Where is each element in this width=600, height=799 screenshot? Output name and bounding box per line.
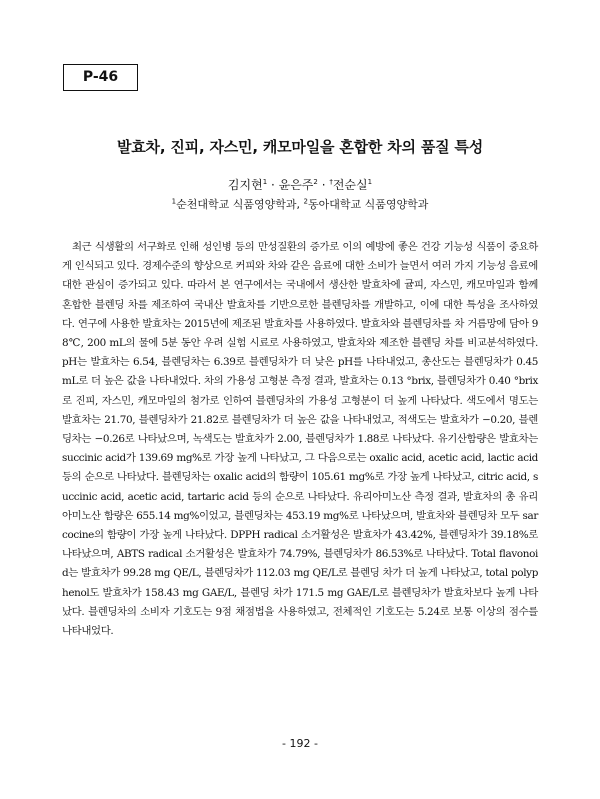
abstract-body: 최근 식생활의 서구화로 인해 성인병 등의 만성질환의 증가로 이의 예방에 좋은 건강 기능성 식품이 중요하게 인식되고 있다. 경제수준의 향상으로 커피와 차와 같은 음료에 대한 소비가 늘면서 여러 가지 기능성 음료에 대한 관심이 증가되고 있다. 따라서 본 연구에서는 국내에서 생산한 발효차에 귤피, 자스민, 캐모마일과 함께 혼합한 블렌딩 차를 제조하여 국내산 발효차를 기반으로한 블렌딩차를 개발하고, 이에 대한 특성을 조사하였다. 연구에 사용한 발효차는 2015년에 제조된 발효차를 사용하였다. 발효차와 블렌딩차를 차 거름망에 담아 98℃, 200 mL의 물에 5분 동안 우려 실험 시료로 사용하였고, 발효차와 제조한 블렌딩 차를 비교분석하였다. pH는 발효차는 6.54, 블렌딩차는 6.39로 블렌딩차가 더 낮은 pH를 나타내었고, 총산도는 블렌딩차가 0.45 mL로 더 높은 값을 나타내었다. 차의 가용성 고형분 측정 결과, 발효차는 0.13 °brix, 블렌딩차가 0.40 °brix로 진피, 자스민, 캐모마일의 첨가로 인하여 블렌딩차의 가용성 고형분이 더 높게 나타났다. 색도에서 명도는 발효차는 21.70, 블렌딩차가 21.82로 블렌딩차가 더 높은 값을 나타내었고, 적색도는 발효차가 −0.20, 블렌딩차는 −0.26로 나타났으며, 녹색도는 발효차가 2.00, 블렌딩차가 1.88로 나타났다. 유기산함량은 발효차는 succinic acid가 139.69 mg%로 가장 높게 나타났고, 그 다음으로는 oxalic acid, acetic acid, lactic acid 등의 순으로 나타났다. 블렌딩차는 oxalic acid의 함량이 105.61 mg%로 가장 높게 나타났고, citric acid, succinic acid, acetic acid, tartaric acid 등의 순으로 나타났다. 유리아미노산 측정 결과, 발효차의 총 유리아미노산 함량은 655.14 mg%이었고, 블렌딩차는 453.19 mg%로 나타났으며, 발효차와 블렌딩차 모두 sarcocine의 함량이 가장 높게 나타났다. DPPH radical 소거활성은 발효차가 43.42%, 블렌딩차가 39.18%로 나타났으며, ABTS radical 소거활성은 발효차가 74.79%, 블렌딩차가 86.53%로 나타났다. Total flavonoid는 발효차가 99.28 mg QE/L, 블렌딩차가 112.03 mg QE/L로 블렌딩 차가 더 높게 나타났고, total polyphenol도 발효차가 158.43 mg GAE/L, 블렌딩 차가 171.5 mg GAE/L로 블렌딩차가 발효차보다 높게 나타났다. 블렌딩차의 소비자 기호도는 9점 채점법을 사용하였고, 전체적인 기호도는 5.24로 보통 이상의 점수를 나타내었다.: [62, 241, 538, 638]
affiliation-2-mark: 2: [303, 197, 308, 206]
corresponding-author-mark: †: [329, 178, 333, 186]
author-1-name: 김지현: [227, 178, 263, 192]
author-separator: ·: [267, 178, 279, 192]
author-2-affil-mark: 2: [313, 178, 318, 186]
affiliation-2-name: 동아대학교 식품영양학과: [307, 198, 429, 211]
affiliation-line: [0, 196, 600, 212]
affiliation-1-mark: 1: [171, 197, 177, 206]
author-2-name: 윤은주: [278, 178, 314, 192]
author-3-name: 전순실: [332, 178, 368, 192]
affiliation-separator: ,: [296, 198, 304, 211]
author-separator: ·: [317, 178, 330, 192]
author-1-affil-mark: 1: [262, 178, 268, 186]
paper-title: 발효차, 진피, 자스민, 캐모마일을 혼합한 차의 품질 특성: [116, 138, 484, 156]
author-3-affil-mark: 1: [367, 178, 373, 186]
author-line: [0, 176, 600, 193]
poster-number-badge: P-46: [63, 64, 138, 91]
page-number: - 192 -: [282, 737, 318, 750]
affiliation-1-name: 순천대학교 식품영양학과: [176, 198, 297, 211]
